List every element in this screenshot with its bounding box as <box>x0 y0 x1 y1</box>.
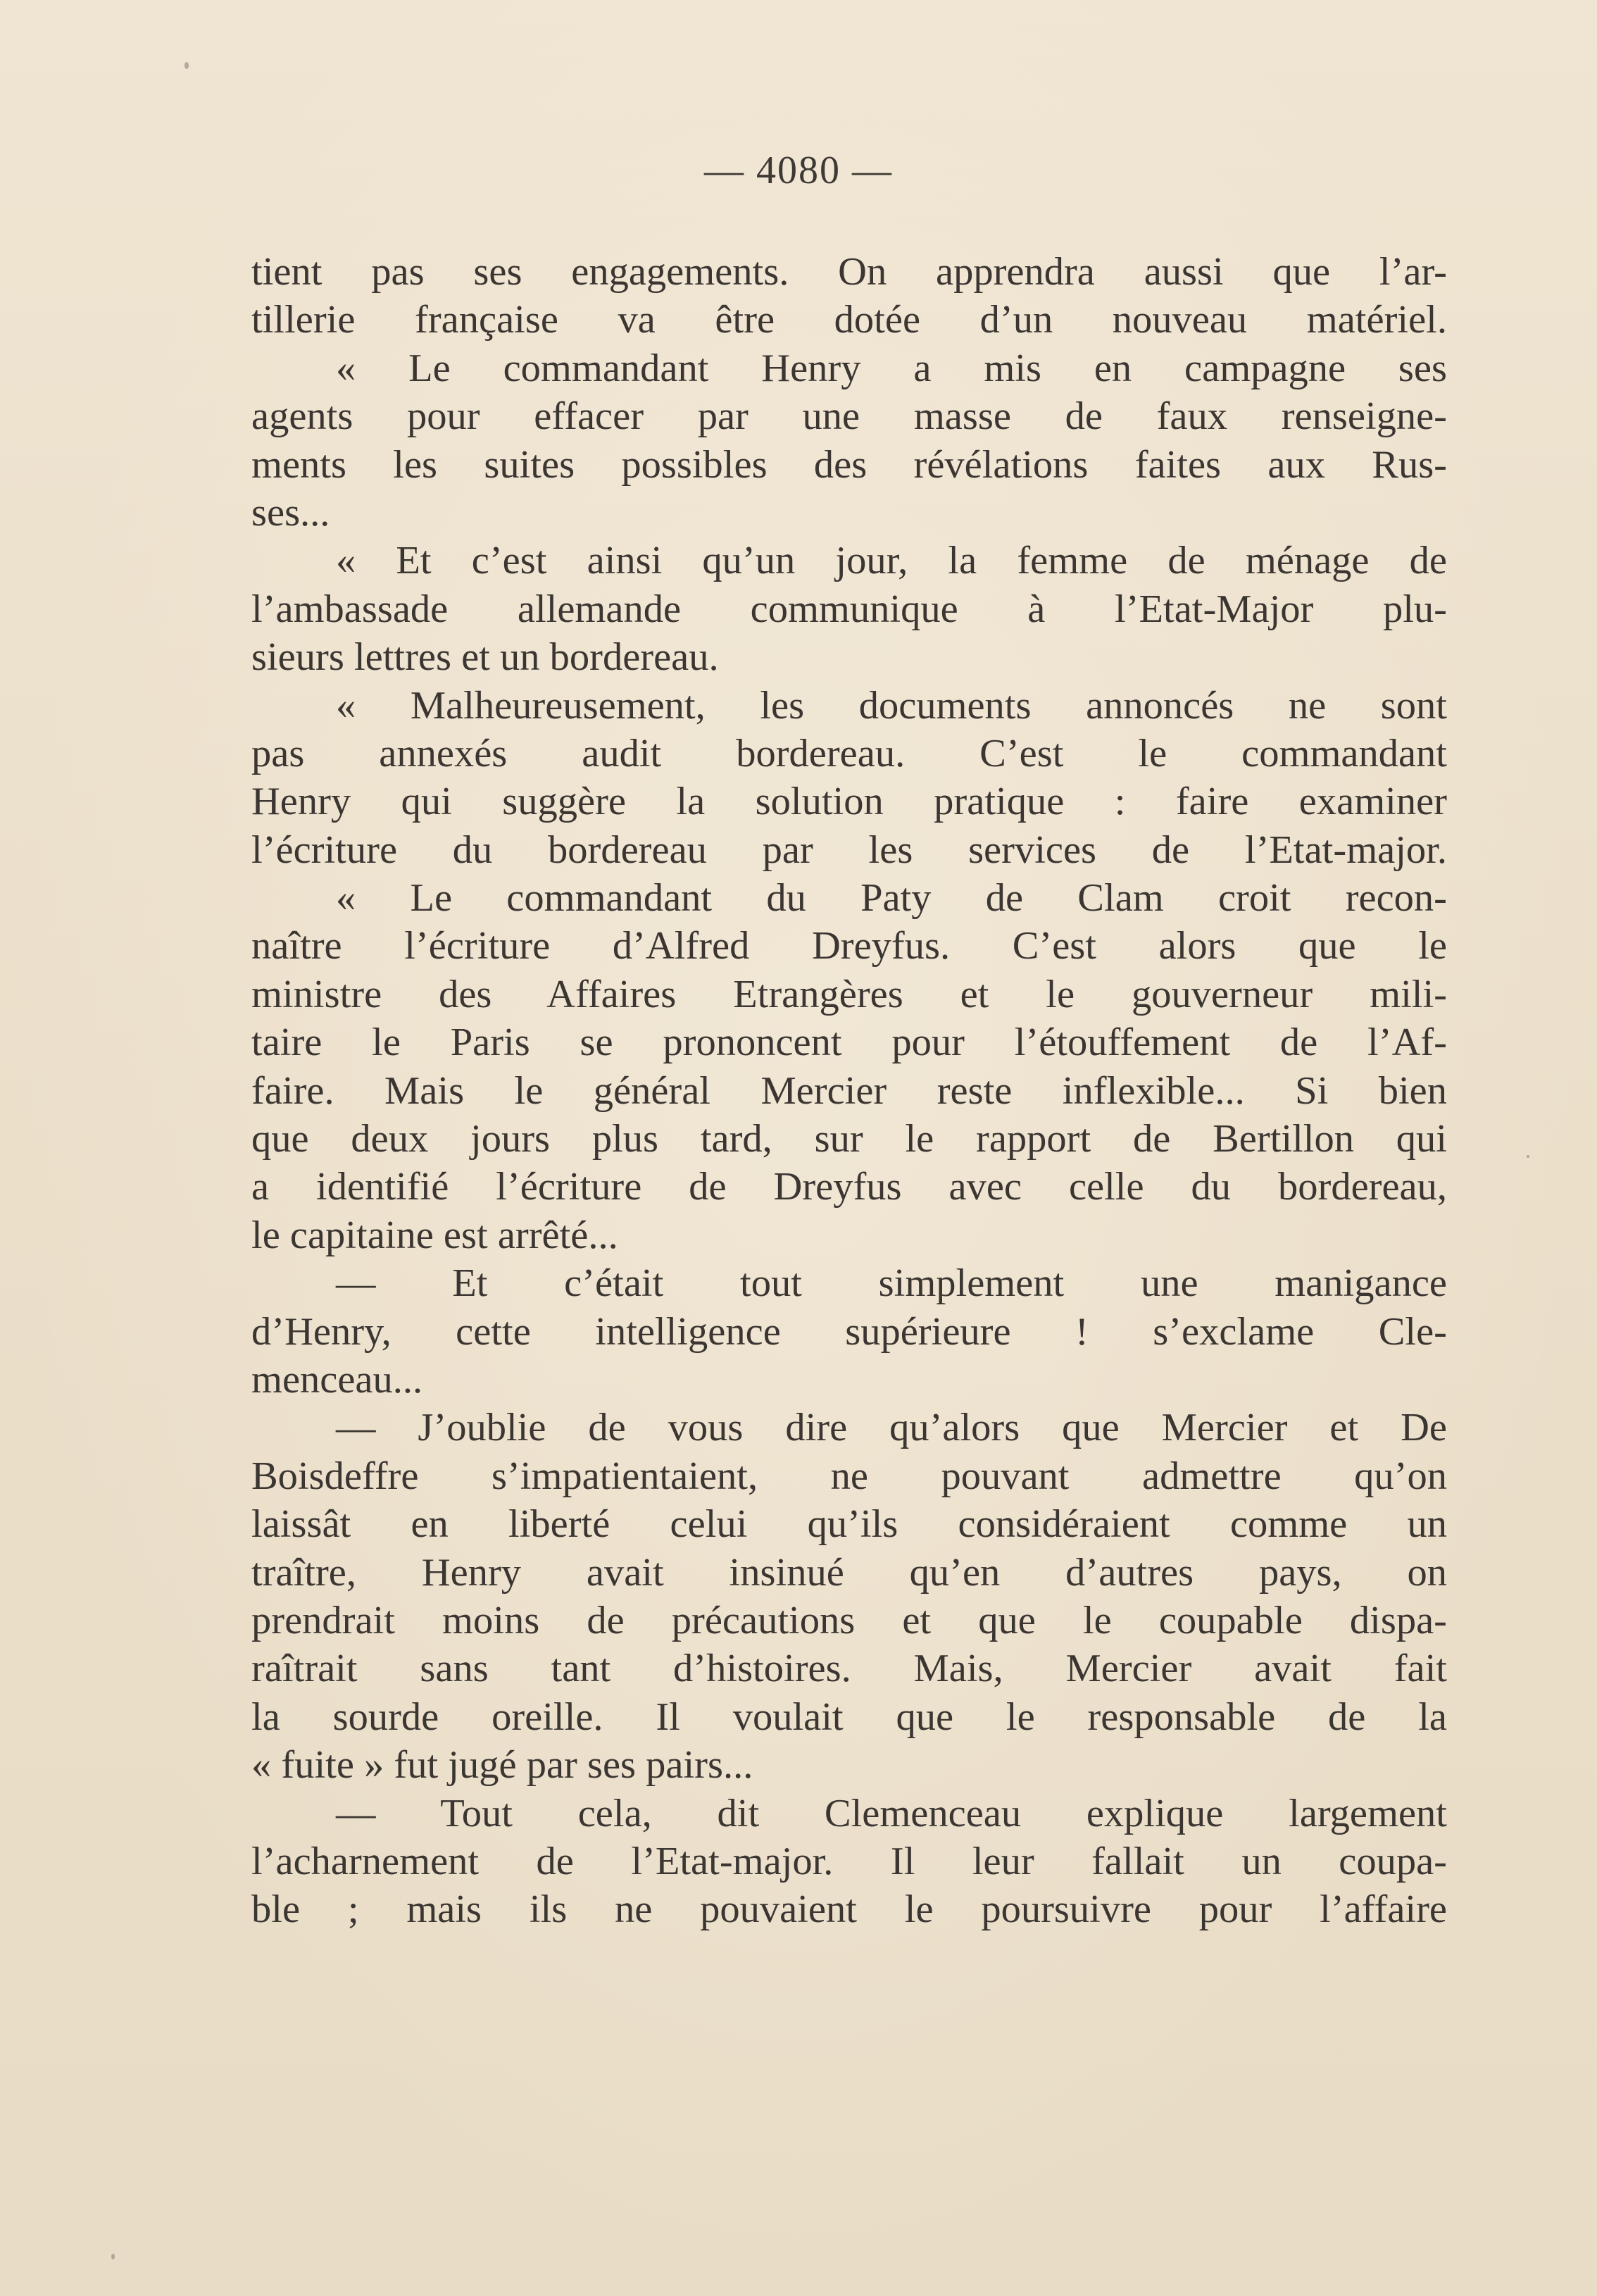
text-line: laissât en liberté celui qu’ils considéraient comme un <box>251 1502 1447 1547</box>
text-line: — J’oublie de vous dire qu’alors que Mercier et De <box>336 1406 1447 1450</box>
text-line: Boisdeffre s’impatientaient, ne pouvant admettre qu’on <box>251 1454 1447 1498</box>
text-line: — Tout cela, dit Clemenceau explique largement <box>336 1791 1447 1835</box>
text-line: Henry qui suggère la solution pratique : faire examiner <box>251 780 1447 824</box>
text-line: ments les suites possibles des révélations faites aux Rus- <box>251 442 1447 487</box>
text-line: l’ambassade allemande communique à l’Etat-Major plu- <box>251 587 1447 631</box>
text-line: ministre des Affaires Etrangères et le gouverneur mili- <box>251 972 1447 1016</box>
text-line: « Et c’est ainsi qu’un jour, la femme de ménage de <box>336 539 1447 583</box>
text-line: ble ; mais ils ne pouvaient le poursuivre pour l’affaire <box>251 1888 1447 1932</box>
text-line: l’acharnement de l’Etat-major. Il leur fallait un coupa- <box>251 1839 1447 1883</box>
page-number: — 4080 — <box>704 149 893 192</box>
text-line: agents pour effacer par une masse de faux renseigne- <box>251 394 1447 439</box>
text-line: le capitaine est arrêté... <box>251 1213 618 1257</box>
text-line: tient pas ses engagements. On apprendra aussi que l’ar- <box>251 250 1447 294</box>
paper-speck <box>1527 1155 1529 1158</box>
text-line: ses... <box>251 490 330 535</box>
text-line: raîtrait sans tant d’histoires. Mais, Mercier avait fait <box>251 1647 1447 1691</box>
text-line: que deux jours plus tard, sur le rapport de Bertillon qui <box>251 1117 1447 1161</box>
text-line: a identifié l’écriture de Dreyfus avec celle du bordereau, <box>251 1165 1447 1209</box>
text-line: « Le commandant Henry a mis en campagne ses <box>336 346 1447 390</box>
text-line: taire le Paris se prononcent pour l’étouffement de l’Af- <box>251 1021 1447 1065</box>
paper-speck <box>111 2254 115 2259</box>
body-text <box>251 248 1447 1934</box>
text-line: l’écriture du bordereau par les services de l’Etat-major. <box>251 828 1447 872</box>
text-line: « Le commandant du Paty de Clam croit recon- <box>336 876 1447 921</box>
text-line: « fuite » fut jugé par ses pairs... <box>251 1743 753 1787</box>
text-line: menceau... <box>251 1357 423 1402</box>
text-line: pas annexés audit bordereau. C’est le commandant <box>251 731 1447 775</box>
text-line: traître, Henry avait insinué qu’en d’autres pays, on <box>251 1550 1447 1595</box>
text-line: — Et c’était tout simplement une manigance <box>336 1261 1447 1306</box>
text-line: faire. Mais le général Mercier reste inflexible... Si bien <box>251 1068 1447 1113</box>
text-line: tillerie française va être dotée d’un nouveau matériel. <box>251 298 1447 342</box>
text-line: prendrait moins de précautions et que le coupable dispa- <box>251 1598 1447 1642</box>
text-line: sieurs lettres et un bordereau. <box>251 635 719 680</box>
text-line: « Malheureusement, les documents annoncés ne sont <box>336 683 1447 728</box>
text-line: naître l’écriture d’Alfred Dreyfus. C’est alors que le <box>251 924 1447 968</box>
text-line: d’Henry, cette intelligence supérieure ! s’exclame Cle- <box>251 1309 1447 1354</box>
paper-speck <box>184 62 189 69</box>
text-line: la sourde oreille. Il voulait que le responsable de la <box>251 1695 1447 1739</box>
